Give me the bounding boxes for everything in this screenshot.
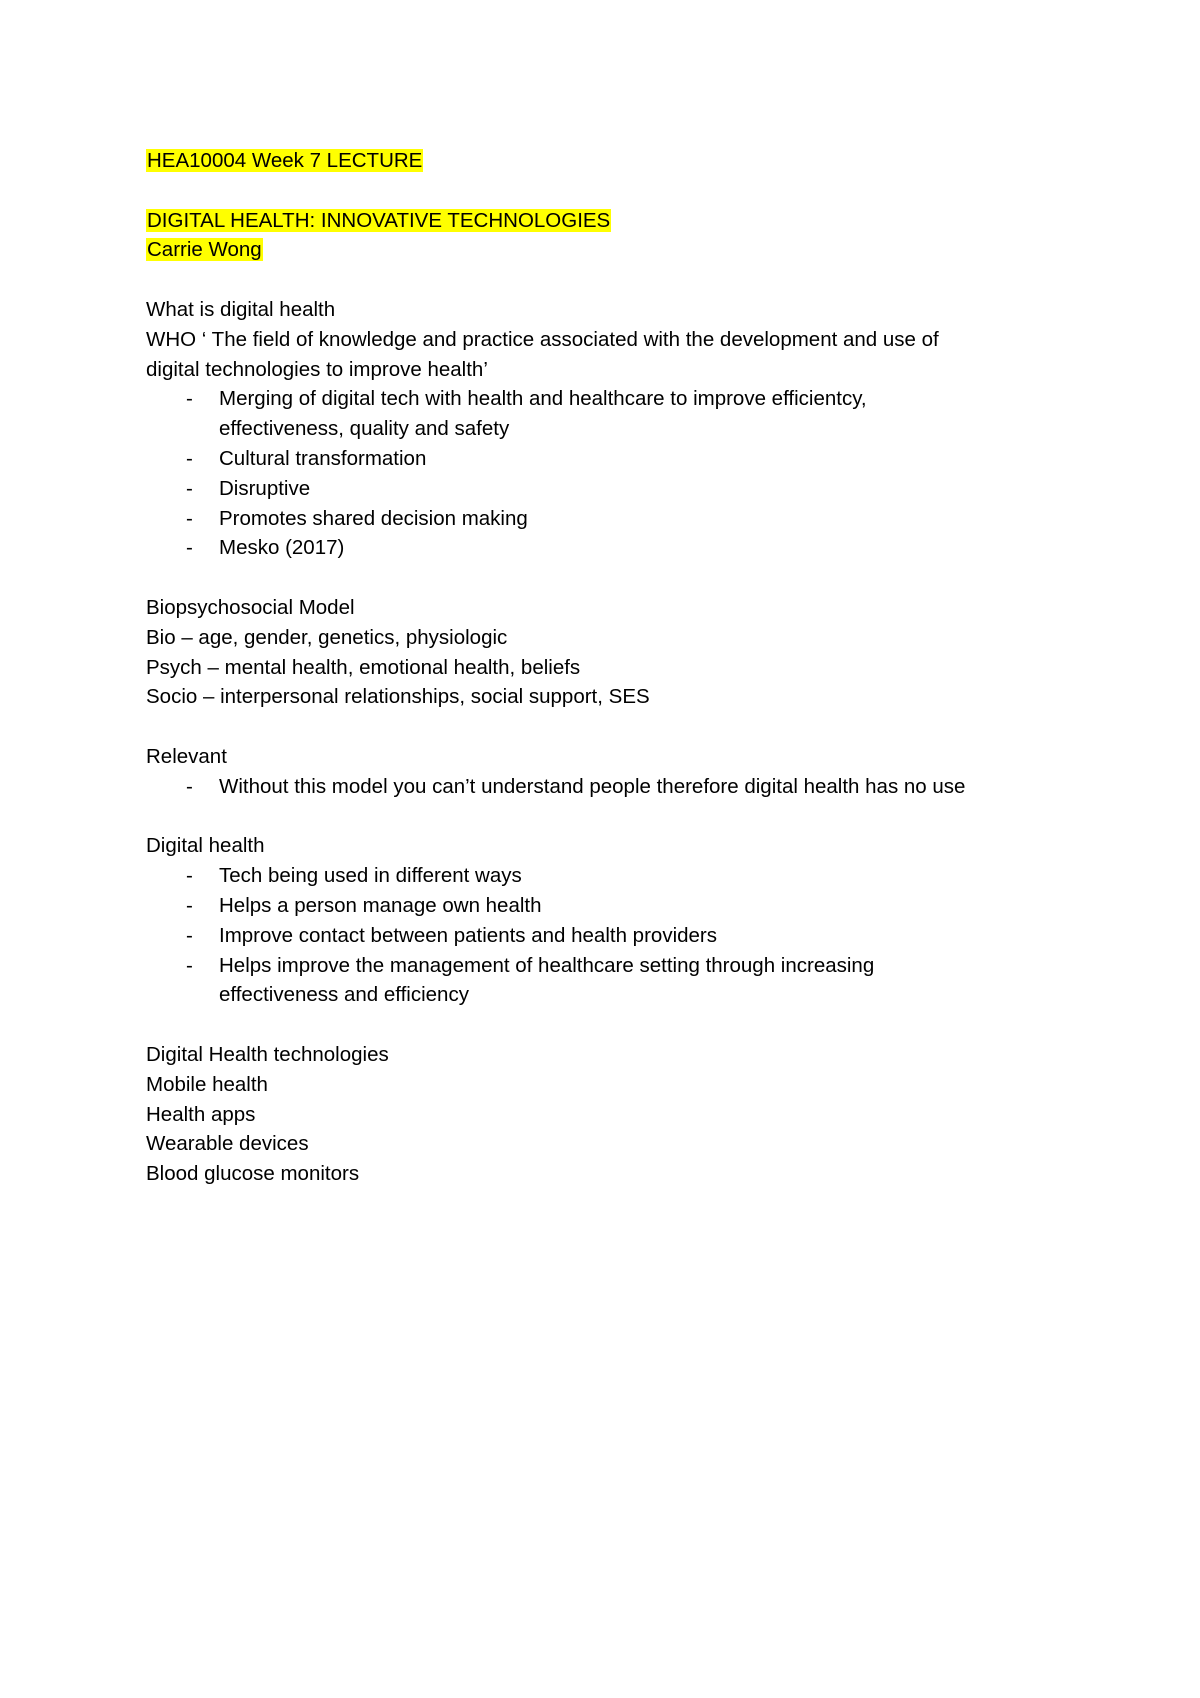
- section-heading: What is digital health: [146, 297, 336, 321]
- section-line: Blood glucose monitors: [146, 1162, 360, 1186]
- list-item: [146, 474, 1066, 504]
- note-section: [146, 831, 1066, 1010]
- bullet-text: Mesko (2017): [219, 536, 345, 560]
- section-spacer: [146, 802, 1066, 832]
- bullet-text: Disruptive: [219, 476, 311, 500]
- bullet-text: Cultural transformation: [219, 446, 427, 470]
- bullet-text: Helps improve the management of healthcare setting through increasing effectiveness and efficiency: [219, 953, 875, 1007]
- list-item: [146, 444, 1066, 474]
- bullet-dash: -: [186, 864, 193, 888]
- section-line: Health apps: [146, 1102, 256, 1126]
- section-heading: Digital Health technologies: [146, 1042, 389, 1066]
- bullet-text: Merging of digital tech with health and healthcare to improve efficientcy, effectiveness, quality and safety: [219, 387, 867, 441]
- bullet-dash: -: [186, 506, 193, 530]
- section-spacer: [146, 1010, 1066, 1040]
- bullet-dash: -: [186, 893, 193, 917]
- section-spacer: [146, 265, 1066, 295]
- bullet-text: Tech being used in different ways: [219, 864, 522, 888]
- section-line: digital technologies to improve health’: [146, 357, 488, 381]
- section-line: Wearable devices: [146, 1132, 309, 1156]
- note-section: [146, 593, 1066, 712]
- spacer: [146, 176, 1066, 206]
- bullet-dash: -: [186, 387, 193, 411]
- note-section: [146, 295, 1066, 563]
- list-item: [146, 504, 1066, 534]
- bullet-list: [146, 772, 1066, 802]
- section-heading: Biopsychosocial Model: [146, 595, 355, 619]
- author-highlight: Carrie Wong: [147, 238, 262, 262]
- section-line: WHO ‘ The field of knowledge and practice associated with the development and use of: [146, 327, 939, 351]
- list-item: [146, 861, 1066, 891]
- bullet-dash: -: [186, 923, 193, 947]
- section-line: Bio – age, gender, genetics, physiologic: [146, 625, 508, 649]
- bullet-dash: -: [186, 953, 193, 977]
- section-line: Socio – interpersonal relationships, social support, SES: [146, 685, 650, 709]
- bullet-list: [146, 861, 1066, 1010]
- list-item: [146, 921, 1066, 951]
- note-section: [146, 742, 1066, 802]
- list-item: [146, 772, 1066, 802]
- bullet-list: [146, 384, 1066, 563]
- bullet-text: Without this model you can’t understand people therefore digital health has no use: [219, 774, 966, 798]
- section-line: Mobile health: [146, 1072, 268, 1096]
- bullet-text: Promotes shared decision making: [219, 506, 528, 530]
- section-heading: Digital health: [146, 834, 265, 858]
- author-line: [146, 235, 1066, 265]
- list-item: [146, 384, 1066, 444]
- bullet-dash: -: [186, 774, 193, 798]
- list-item: [146, 533, 1066, 563]
- bullet-text: Improve contact between patients and health providers: [219, 923, 717, 947]
- document-title: [146, 206, 1066, 236]
- section-spacer: [146, 712, 1066, 742]
- list-item: [146, 891, 1066, 921]
- course-line-highlight: HEA10004 Week 7 LECTURE: [147, 149, 423, 172]
- document-page: [146, 146, 1066, 1189]
- note-section: [146, 1040, 1066, 1189]
- bullet-text: Helps a person manage own health: [219, 893, 542, 917]
- bullet-dash: -: [186, 476, 193, 500]
- section-heading: Relevant: [146, 744, 227, 768]
- notes-body: [146, 265, 1066, 1189]
- bullet-dash: -: [186, 536, 193, 560]
- course-line: [146, 146, 1066, 176]
- document-title-highlight: DIGITAL HEALTH: INNOVATIVE TECHNOLOGIES: [147, 208, 611, 232]
- section-line: Psych – mental health, emotional health, beliefs: [146, 655, 581, 679]
- list-item: [146, 951, 1066, 1011]
- section-spacer: [146, 563, 1066, 593]
- bullet-dash: -: [186, 446, 193, 470]
